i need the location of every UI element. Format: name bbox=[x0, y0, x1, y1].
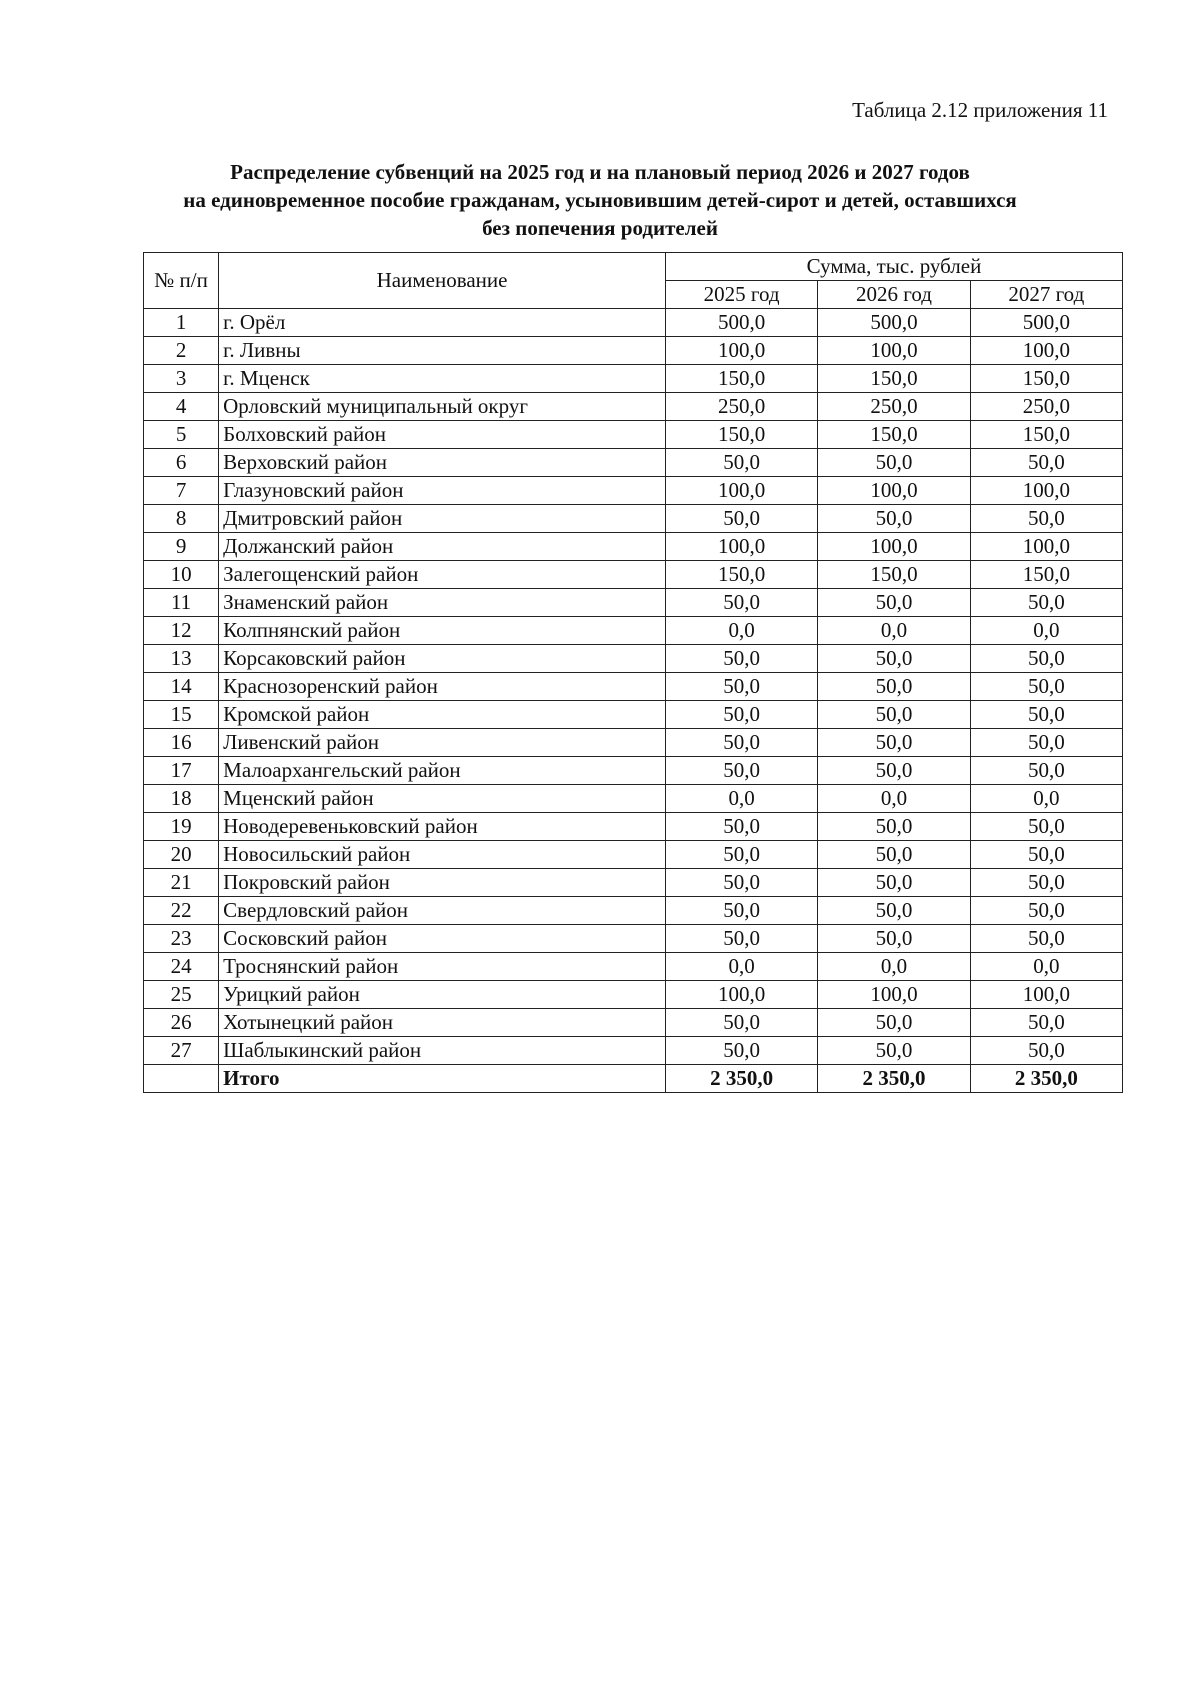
header-name: Наименование bbox=[219, 253, 666, 309]
value-2025: 50,0 bbox=[665, 729, 817, 757]
value-2026: 50,0 bbox=[818, 813, 970, 841]
value-2026: 150,0 bbox=[818, 421, 970, 449]
header-year-2026: 2026 год bbox=[818, 281, 970, 309]
total-row-number bbox=[144, 1065, 219, 1093]
title-line-1: Распределение субвенций на 2025 год и на плановый период 2026 и 2027 годов bbox=[230, 160, 970, 184]
row-name: Залегощенский район bbox=[219, 561, 666, 589]
table-row bbox=[144, 505, 1123, 533]
value-2027: 150,0 bbox=[970, 365, 1122, 393]
table-row bbox=[144, 953, 1123, 981]
value-2025: 0,0 bbox=[665, 785, 817, 813]
row-name: Шаблыкинский район bbox=[219, 1037, 666, 1065]
row-number: 18 bbox=[144, 785, 219, 813]
document-title bbox=[100, 158, 1100, 242]
total-label: Итого bbox=[219, 1065, 666, 1093]
row-name: Болховский район bbox=[219, 421, 666, 449]
row-name: Колпнянский район bbox=[219, 617, 666, 645]
value-2025: 50,0 bbox=[665, 757, 817, 785]
row-number: 17 bbox=[144, 757, 219, 785]
table-row bbox=[144, 673, 1123, 701]
table-row bbox=[144, 981, 1123, 1009]
value-2026: 50,0 bbox=[818, 841, 970, 869]
table-body bbox=[144, 309, 1123, 1093]
table-row bbox=[144, 309, 1123, 337]
value-2027: 0,0 bbox=[970, 953, 1122, 981]
row-name: Новодеревеньковский район bbox=[219, 813, 666, 841]
row-name: Сосковский район bbox=[219, 925, 666, 953]
row-number: 11 bbox=[144, 589, 219, 617]
table-row bbox=[144, 393, 1123, 421]
value-2027: 100,0 bbox=[970, 981, 1122, 1009]
value-2027: 100,0 bbox=[970, 477, 1122, 505]
value-2027: 50,0 bbox=[970, 1009, 1122, 1037]
value-2025: 50,0 bbox=[665, 897, 817, 925]
row-number: 13 bbox=[144, 645, 219, 673]
row-number: 4 bbox=[144, 393, 219, 421]
table-header bbox=[144, 253, 1123, 309]
table-row bbox=[144, 617, 1123, 645]
table-row bbox=[144, 561, 1123, 589]
row-number: 2 bbox=[144, 337, 219, 365]
value-2025: 50,0 bbox=[665, 925, 817, 953]
value-2025: 150,0 bbox=[665, 561, 817, 589]
total-value-2026: 2 350,0 bbox=[818, 1065, 970, 1093]
table-row bbox=[144, 813, 1123, 841]
row-name: Малоархангельский район bbox=[219, 757, 666, 785]
value-2026: 50,0 bbox=[818, 701, 970, 729]
row-name: Краснозоренский район bbox=[219, 673, 666, 701]
value-2026: 0,0 bbox=[818, 953, 970, 981]
value-2025: 250,0 bbox=[665, 393, 817, 421]
total-row bbox=[144, 1065, 1123, 1093]
title-line-2: на единовременное пособие гражданам, усыновившим детей-сирот и детей, оставшихся bbox=[183, 188, 1017, 212]
value-2026: 50,0 bbox=[818, 449, 970, 477]
value-2026: 150,0 bbox=[818, 561, 970, 589]
value-2025: 150,0 bbox=[665, 365, 817, 393]
value-2026: 150,0 bbox=[818, 365, 970, 393]
table-row bbox=[144, 869, 1123, 897]
value-2026: 50,0 bbox=[818, 645, 970, 673]
row-name: Троснянский район bbox=[219, 953, 666, 981]
total-value-2027: 2 350,0 bbox=[970, 1065, 1122, 1093]
value-2025: 100,0 bbox=[665, 337, 817, 365]
table-row bbox=[144, 785, 1123, 813]
row-name: Знаменский район bbox=[219, 589, 666, 617]
value-2026: 0,0 bbox=[818, 617, 970, 645]
value-2027: 50,0 bbox=[970, 757, 1122, 785]
row-number: 7 bbox=[144, 477, 219, 505]
table-row bbox=[144, 1009, 1123, 1037]
table-row bbox=[144, 925, 1123, 953]
table-row bbox=[144, 1037, 1123, 1065]
row-name: Свердловский район bbox=[219, 897, 666, 925]
value-2026: 100,0 bbox=[818, 981, 970, 1009]
value-2025: 50,0 bbox=[665, 869, 817, 897]
table-row bbox=[144, 589, 1123, 617]
value-2027: 50,0 bbox=[970, 645, 1122, 673]
value-2027: 100,0 bbox=[970, 337, 1122, 365]
value-2027: 50,0 bbox=[970, 673, 1122, 701]
value-2027: 50,0 bbox=[970, 841, 1122, 869]
value-2027: 50,0 bbox=[970, 701, 1122, 729]
table-row bbox=[144, 449, 1123, 477]
value-2027: 50,0 bbox=[970, 925, 1122, 953]
value-2025: 50,0 bbox=[665, 1009, 817, 1037]
row-number: 21 bbox=[144, 869, 219, 897]
value-2026: 50,0 bbox=[818, 589, 970, 617]
row-name: Глазуновский район bbox=[219, 477, 666, 505]
value-2025: 100,0 bbox=[665, 477, 817, 505]
row-name: Покровский район bbox=[219, 869, 666, 897]
table-row bbox=[144, 645, 1123, 673]
value-2027: 50,0 bbox=[970, 1037, 1122, 1065]
table-row bbox=[144, 477, 1123, 505]
row-number: 16 bbox=[144, 729, 219, 757]
row-number: 6 bbox=[144, 449, 219, 477]
value-2025: 50,0 bbox=[665, 813, 817, 841]
value-2026: 50,0 bbox=[818, 1037, 970, 1065]
value-2026: 500,0 bbox=[818, 309, 970, 337]
value-2027: 150,0 bbox=[970, 561, 1122, 589]
header-year-2027: 2027 год bbox=[970, 281, 1122, 309]
row-name: Корсаковский район bbox=[219, 645, 666, 673]
value-2027: 50,0 bbox=[970, 449, 1122, 477]
header-num: № п/п bbox=[144, 253, 219, 309]
row-name: Верховский район bbox=[219, 449, 666, 477]
row-name: Дмитровский район bbox=[219, 505, 666, 533]
value-2026: 100,0 bbox=[818, 477, 970, 505]
value-2026: 50,0 bbox=[818, 869, 970, 897]
row-name: г. Ливны bbox=[219, 337, 666, 365]
value-2025: 50,0 bbox=[665, 841, 817, 869]
value-2025: 50,0 bbox=[665, 505, 817, 533]
value-2027: 50,0 bbox=[970, 589, 1122, 617]
row-number: 25 bbox=[144, 981, 219, 1009]
row-number: 22 bbox=[144, 897, 219, 925]
row-number: 27 bbox=[144, 1037, 219, 1065]
value-2027: 50,0 bbox=[970, 505, 1122, 533]
value-2025: 0,0 bbox=[665, 617, 817, 645]
table-reference: Таблица 2.12 приложения 11 bbox=[852, 98, 1108, 122]
row-number: 24 bbox=[144, 953, 219, 981]
value-2026: 100,0 bbox=[818, 533, 970, 561]
value-2026: 50,0 bbox=[818, 673, 970, 701]
value-2027: 50,0 bbox=[970, 729, 1122, 757]
row-name: г. Мценск bbox=[219, 365, 666, 393]
value-2027: 50,0 bbox=[970, 813, 1122, 841]
value-2027: 50,0 bbox=[970, 869, 1122, 897]
value-2026: 50,0 bbox=[818, 729, 970, 757]
value-2026: 50,0 bbox=[818, 897, 970, 925]
value-2025: 50,0 bbox=[665, 449, 817, 477]
row-name: г. Орёл bbox=[219, 309, 666, 337]
value-2025: 100,0 bbox=[665, 981, 817, 1009]
row-number: 15 bbox=[144, 701, 219, 729]
value-2027: 0,0 bbox=[970, 785, 1122, 813]
table-row bbox=[144, 337, 1123, 365]
value-2025: 500,0 bbox=[665, 309, 817, 337]
value-2026: 250,0 bbox=[818, 393, 970, 421]
value-2026: 50,0 bbox=[818, 925, 970, 953]
table-row bbox=[144, 897, 1123, 925]
value-2025: 50,0 bbox=[665, 589, 817, 617]
value-2025: 50,0 bbox=[665, 645, 817, 673]
title-line-3: без попечения родителей bbox=[482, 216, 718, 240]
value-2025: 150,0 bbox=[665, 421, 817, 449]
table-row bbox=[144, 365, 1123, 393]
row-number: 9 bbox=[144, 533, 219, 561]
row-name: Должанский район bbox=[219, 533, 666, 561]
row-name: Новосильский район bbox=[219, 841, 666, 869]
row-number: 8 bbox=[144, 505, 219, 533]
value-2027: 0,0 bbox=[970, 617, 1122, 645]
value-2026: 0,0 bbox=[818, 785, 970, 813]
value-2027: 250,0 bbox=[970, 393, 1122, 421]
table-row bbox=[144, 841, 1123, 869]
value-2027: 500,0 bbox=[970, 309, 1122, 337]
row-number: 19 bbox=[144, 813, 219, 841]
value-2025: 50,0 bbox=[665, 673, 817, 701]
row-name: Ливенский район bbox=[219, 729, 666, 757]
row-number: 12 bbox=[144, 617, 219, 645]
row-number: 10 bbox=[144, 561, 219, 589]
value-2027: 50,0 bbox=[970, 897, 1122, 925]
value-2026: 50,0 bbox=[818, 1009, 970, 1037]
table-row bbox=[144, 421, 1123, 449]
row-number: 20 bbox=[144, 841, 219, 869]
row-number: 1 bbox=[144, 309, 219, 337]
row-name: Мценский район bbox=[219, 785, 666, 813]
value-2025: 50,0 bbox=[665, 1037, 817, 1065]
value-2025: 50,0 bbox=[665, 701, 817, 729]
row-number: 3 bbox=[144, 365, 219, 393]
row-name: Кромской район bbox=[219, 701, 666, 729]
header-year-2025: 2025 год bbox=[665, 281, 817, 309]
value-2026: 50,0 bbox=[818, 757, 970, 785]
value-2026: 50,0 bbox=[818, 505, 970, 533]
value-2025: 100,0 bbox=[665, 533, 817, 561]
table-row bbox=[144, 757, 1123, 785]
row-name: Хотынецкий район bbox=[219, 1009, 666, 1037]
table-row bbox=[144, 533, 1123, 561]
value-2025: 0,0 bbox=[665, 953, 817, 981]
row-number: 23 bbox=[144, 925, 219, 953]
row-name: Орловский муниципальный округ bbox=[219, 393, 666, 421]
row-name: Урицкий район bbox=[219, 981, 666, 1009]
value-2026: 100,0 bbox=[818, 337, 970, 365]
subsidy-table bbox=[143, 252, 1123, 1093]
row-number: 26 bbox=[144, 1009, 219, 1037]
total-value-2025: 2 350,0 bbox=[665, 1065, 817, 1093]
value-2027: 150,0 bbox=[970, 421, 1122, 449]
row-number: 5 bbox=[144, 421, 219, 449]
row-number: 14 bbox=[144, 673, 219, 701]
value-2027: 100,0 bbox=[970, 533, 1122, 561]
table-row bbox=[144, 701, 1123, 729]
table-row bbox=[144, 729, 1123, 757]
header-sum: Сумма, тыс. рублей bbox=[665, 253, 1122, 281]
